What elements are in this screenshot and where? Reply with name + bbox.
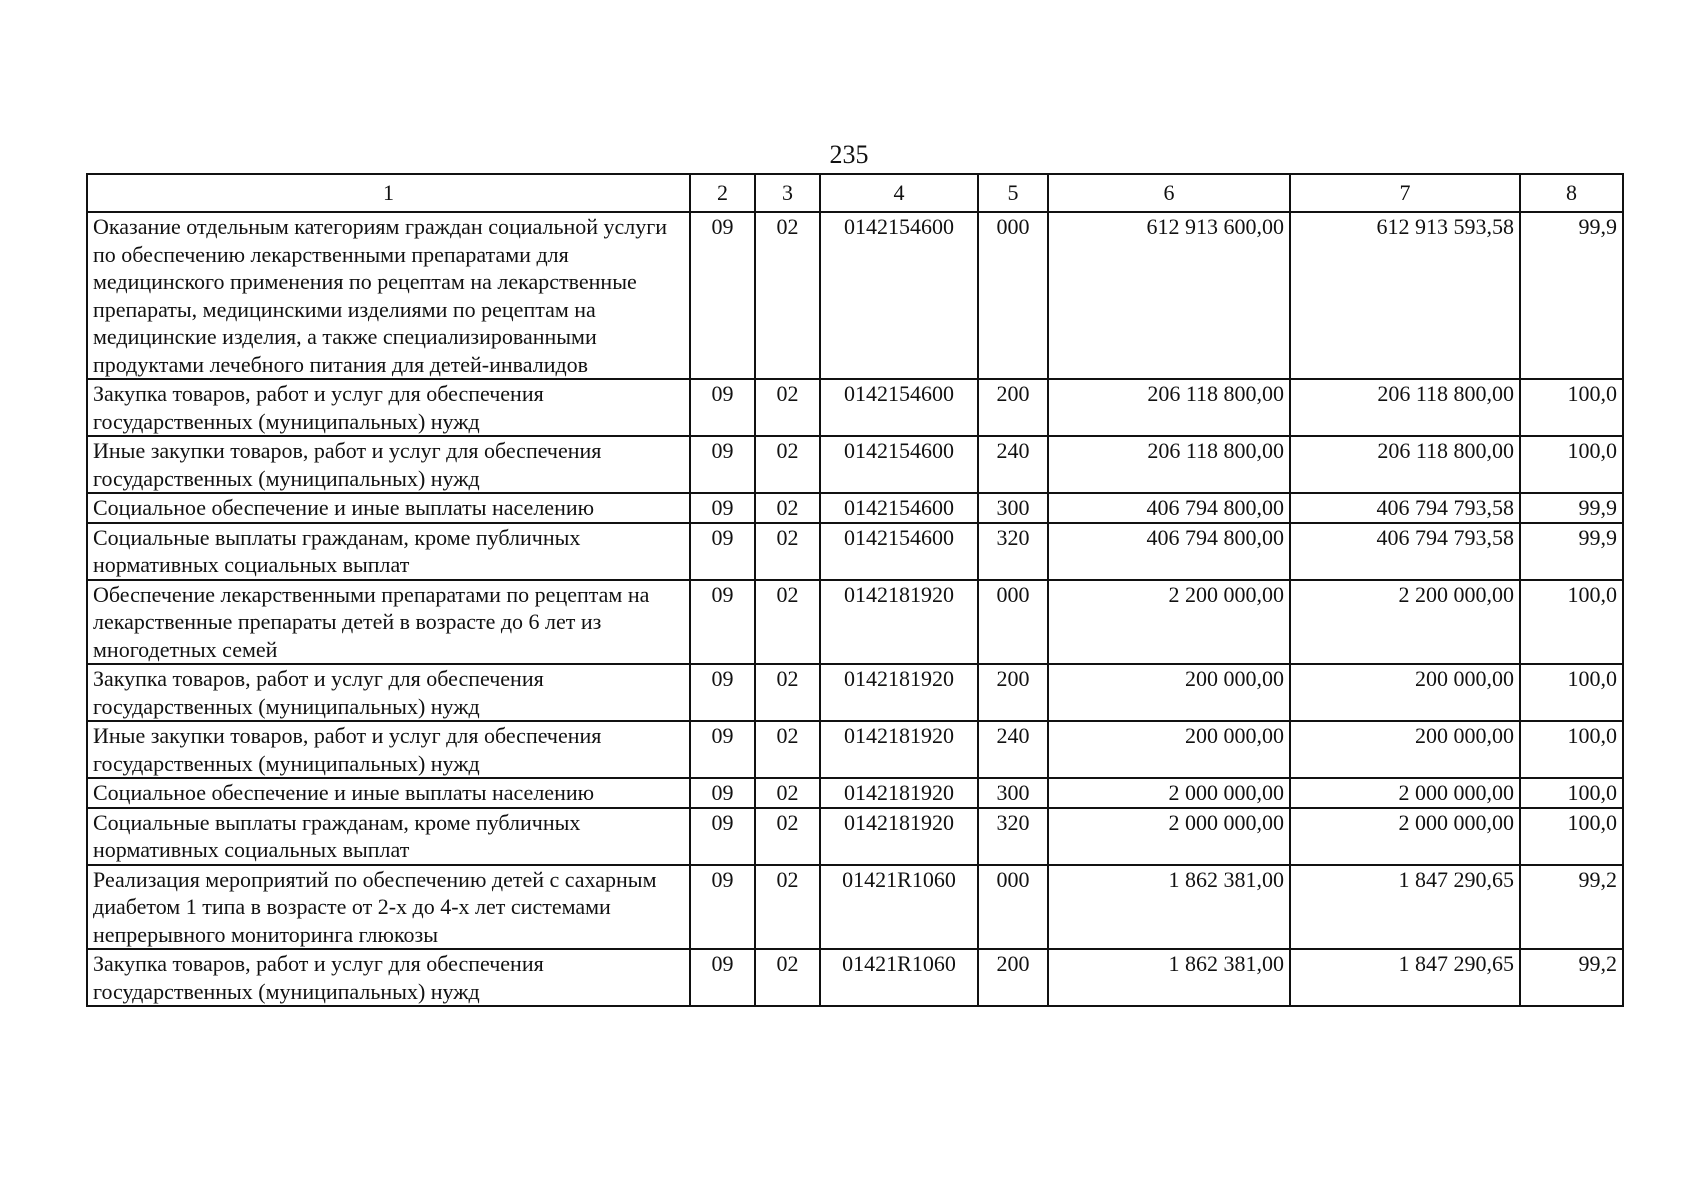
column-header: 2 (690, 174, 755, 212)
target-item-code-cell: 0142181920 (820, 721, 978, 778)
section-code-cell: 09 (690, 523, 755, 580)
target-item-code-cell: 0142154600 (820, 493, 978, 523)
target-item-code-cell: 0142154600 (820, 436, 978, 493)
target-item-code-cell: 0142181920 (820, 808, 978, 865)
section-code-cell: 09 (690, 493, 755, 523)
expense-type-code-cell: 320 (978, 523, 1048, 580)
execution-percent-cell: 100,0 (1520, 808, 1623, 865)
expense-type-code-cell: 000 (978, 212, 1048, 379)
column-header: 1 (87, 174, 690, 212)
subsection-code-cell: 02 (755, 808, 820, 865)
expense-type-code-cell: 300 (978, 493, 1048, 523)
planned-amount-cell: 200 000,00 (1048, 664, 1290, 721)
expense-name-cell: Социальное обеспечение и иные выплаты населению (87, 778, 690, 808)
actual-amount-cell: 1 847 290,65 (1290, 949, 1520, 1006)
target-item-code-cell: 0142181920 (820, 664, 978, 721)
table-row (87, 523, 1623, 580)
expense-name-cell: Обеспечение лекарственными препаратами по рецептам на лекарственные препараты детей в возрасте до 6 лет из многодетных семей (87, 580, 690, 665)
section-code-cell: 09 (690, 808, 755, 865)
planned-amount-cell: 1 862 381,00 (1048, 865, 1290, 950)
page-number: 235 (829, 140, 869, 169)
execution-percent-cell: 99,9 (1520, 493, 1623, 523)
actual-amount-cell: 200 000,00 (1290, 664, 1520, 721)
target-item-code-cell: 01421R1060 (820, 865, 978, 950)
actual-amount-cell: 206 118 800,00 (1290, 379, 1520, 436)
target-item-code-cell: 01421R1060 (820, 949, 978, 1006)
table-row (87, 721, 1623, 778)
execution-percent-cell: 100,0 (1520, 580, 1623, 665)
actual-amount-cell: 200 000,00 (1290, 721, 1520, 778)
section-code-cell: 09 (690, 580, 755, 665)
subsection-code-cell: 02 (755, 778, 820, 808)
expense-type-code-cell: 300 (978, 778, 1048, 808)
column-header: 5 (978, 174, 1048, 212)
execution-percent-cell: 99,2 (1520, 865, 1623, 950)
table-row (87, 865, 1623, 950)
table-row (87, 808, 1623, 865)
planned-amount-cell: 1 862 381,00 (1048, 949, 1290, 1006)
column-header: 7 (1290, 174, 1520, 212)
planned-amount-cell: 612 913 600,00 (1048, 212, 1290, 379)
table-row (87, 664, 1623, 721)
actual-amount-cell: 406 794 793,58 (1290, 493, 1520, 523)
expense-type-code-cell: 240 (978, 721, 1048, 778)
execution-percent-cell: 100,0 (1520, 778, 1623, 808)
table-row (87, 212, 1623, 379)
column-number-row (87, 174, 1623, 212)
planned-amount-cell: 2 200 000,00 (1048, 580, 1290, 665)
expense-type-code-cell: 200 (978, 379, 1048, 436)
table-row (87, 493, 1623, 523)
expense-name-cell: Реализация мероприятий по обеспечению детей с сахарным диабетом 1 типа в возрасте от 2-х до 4-х лет системами непрерывного мониторинга глюкозы (87, 865, 690, 950)
table-row (87, 778, 1623, 808)
section-code-cell: 09 (690, 778, 755, 808)
target-item-code-cell: 0142154600 (820, 523, 978, 580)
expense-name-cell: Закупка товаров, работ и услуг для обеспечения государственных (муниципальных) нужд (87, 949, 690, 1006)
section-code-cell: 09 (690, 721, 755, 778)
target-item-code-cell: 0142154600 (820, 212, 978, 379)
actual-amount-cell: 1 847 290,65 (1290, 865, 1520, 950)
subsection-code-cell: 02 (755, 664, 820, 721)
column-header: 8 (1520, 174, 1623, 212)
planned-amount-cell: 200 000,00 (1048, 721, 1290, 778)
column-header: 4 (820, 174, 978, 212)
section-code-cell: 09 (690, 212, 755, 379)
expense-name-cell: Социальные выплаты гражданам, кроме публичных нормативных социальных выплат (87, 808, 690, 865)
expense-name-cell: Социальные выплаты гражданам, кроме публичных нормативных социальных выплат (87, 523, 690, 580)
expense-name-cell: Социальное обеспечение и иные выплаты населению (87, 493, 690, 523)
expense-type-code-cell: 000 (978, 580, 1048, 665)
subsection-code-cell: 02 (755, 212, 820, 379)
execution-percent-cell: 100,0 (1520, 436, 1623, 493)
subsection-code-cell: 02 (755, 493, 820, 523)
subsection-code-cell: 02 (755, 580, 820, 665)
expense-type-code-cell: 240 (978, 436, 1048, 493)
planned-amount-cell: 206 118 800,00 (1048, 379, 1290, 436)
section-code-cell: 09 (690, 865, 755, 950)
expense-type-code-cell: 200 (978, 949, 1048, 1006)
expense-name-cell: Оказание отдельным категориям граждан социальной услуги по обеспечению лекарственными препаратами для медицинского применения по рецептам на лекарственные препараты, медицинскими изделиями по рецептам на медицинские изделия, а также специализированными продуктами лечебного питания для детей-инвалидов (87, 212, 690, 379)
actual-amount-cell: 2 000 000,00 (1290, 778, 1520, 808)
expense-type-code-cell: 200 (978, 664, 1048, 721)
section-code-cell: 09 (690, 436, 755, 493)
subsection-code-cell: 02 (755, 949, 820, 1006)
planned-amount-cell: 206 118 800,00 (1048, 436, 1290, 493)
expense-name-cell: Иные закупки товаров, работ и услуг для обеспечения государственных (муниципальных) нужд (87, 436, 690, 493)
execution-percent-cell: 99,9 (1520, 523, 1623, 580)
subsection-code-cell: 02 (755, 523, 820, 580)
expense-type-code-cell: 320 (978, 808, 1048, 865)
subsection-code-cell: 02 (755, 436, 820, 493)
actual-amount-cell: 2 200 000,00 (1290, 580, 1520, 665)
target-item-code-cell: 0142181920 (820, 580, 978, 665)
subsection-code-cell: 02 (755, 865, 820, 950)
expense-name-cell: Закупка товаров, работ и услуг для обеспечения государственных (муниципальных) нужд (87, 379, 690, 436)
subsection-code-cell: 02 (755, 721, 820, 778)
subsection-code-cell: 02 (755, 379, 820, 436)
expense-name-cell: Закупка товаров, работ и услуг для обеспечения государственных (муниципальных) нужд (87, 664, 690, 721)
budget-table (86, 173, 1624, 1007)
target-item-code-cell: 0142181920 (820, 778, 978, 808)
planned-amount-cell: 406 794 800,00 (1048, 523, 1290, 580)
section-code-cell: 09 (690, 949, 755, 1006)
expense-name-cell: Иные закупки товаров, работ и услуг для обеспечения государственных (муниципальных) нужд (87, 721, 690, 778)
column-header: 3 (755, 174, 820, 212)
expense-type-code-cell: 000 (978, 865, 1048, 950)
execution-percent-cell: 100,0 (1520, 721, 1623, 778)
actual-amount-cell: 406 794 793,58 (1290, 523, 1520, 580)
table-row (87, 436, 1623, 493)
execution-percent-cell: 99,2 (1520, 949, 1623, 1006)
table-row (87, 580, 1623, 665)
actual-amount-cell: 612 913 593,58 (1290, 212, 1520, 379)
column-header: 6 (1048, 174, 1290, 212)
planned-amount-cell: 2 000 000,00 (1048, 778, 1290, 808)
target-item-code-cell: 0142154600 (820, 379, 978, 436)
actual-amount-cell: 206 118 800,00 (1290, 436, 1520, 493)
table-row (87, 949, 1623, 1006)
execution-percent-cell: 100,0 (1520, 664, 1623, 721)
table-row (87, 379, 1623, 436)
planned-amount-cell: 406 794 800,00 (1048, 493, 1290, 523)
planned-amount-cell: 2 000 000,00 (1048, 808, 1290, 865)
execution-percent-cell: 100,0 (1520, 379, 1623, 436)
actual-amount-cell: 2 000 000,00 (1290, 808, 1520, 865)
execution-percent-cell: 99,9 (1520, 212, 1623, 379)
section-code-cell: 09 (690, 379, 755, 436)
section-code-cell: 09 (690, 664, 755, 721)
